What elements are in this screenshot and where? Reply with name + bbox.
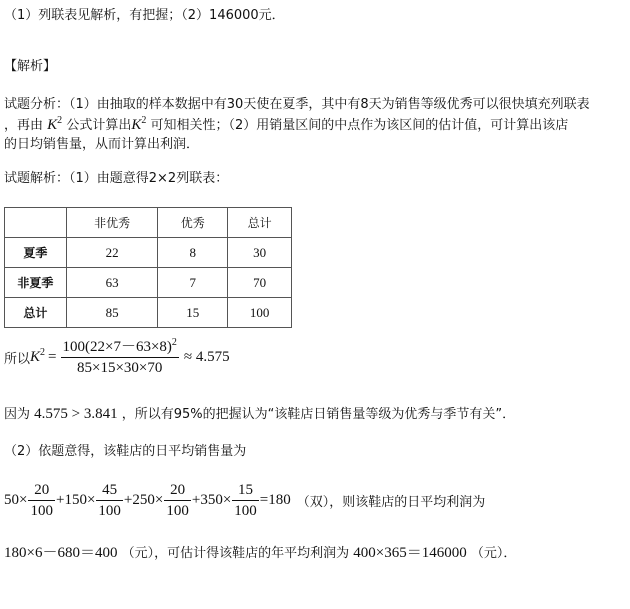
- avg-fraction: $\frac{20}{100}$: [166, 482, 189, 519]
- table-header-cell: 总计: [228, 208, 292, 238]
- k2-approx: ≈ 4.575: [183, 349, 230, 365]
- profit-mid: （元），可估计得该鞋店的年平均利润为: [121, 546, 350, 561]
- k-squared-symbol: $K^2$: [30, 347, 46, 365]
- avg-result: =180: [259, 492, 291, 508]
- part2-intro: （2）依题意得，该鞋店的日平均销售量为: [4, 444, 247, 459]
- analysis-line-2-post: 可知相关性；（2）用销量区间的中点作为该区间的估计值，可计算出该店: [150, 118, 569, 133]
- k2-fraction: [61, 338, 179, 377]
- table-cell: 30: [228, 238, 292, 268]
- plus-sign: +: [55, 492, 65, 508]
- table-cell: 7: [158, 268, 228, 298]
- table-cell: 100: [228, 298, 292, 328]
- table-row-label: 夏季: [5, 238, 67, 268]
- table-cell: 15: [158, 298, 228, 328]
- table-header-row: [5, 208, 292, 238]
- because-post: ，所以有95%的把握认为“该鞋店日销售量等级为优秀与季节有关”．: [121, 407, 516, 422]
- plus-sign: +: [191, 492, 201, 508]
- avg-fraction: $\frac{15}{100}$: [234, 482, 257, 519]
- jiexi-heading: 【解析】: [4, 59, 57, 74]
- analysis-line-1: 试题分析：（1）由抽取的样本数据中有30天使在夏季，其中有8天为销售等级优秀可以很快填充列联表: [4, 97, 590, 112]
- k2-numerator: 100(22×7－63×8): [62, 339, 172, 355]
- table-header-cell: [5, 208, 67, 238]
- table-cell: 70: [228, 268, 292, 298]
- analysis-line-2-mid: 公式计算出: [66, 118, 132, 133]
- k2-formula: [4, 338, 230, 377]
- answer-line: （1）列联表见解析，有把握；（2）146000元．: [4, 8, 285, 23]
- table-row-label: 总计: [5, 298, 67, 328]
- avg-term-coef: 150×: [64, 492, 96, 508]
- table-row-label: 非夏季: [5, 268, 67, 298]
- avg-formula: [4, 481, 485, 520]
- avg-term-coef: 350×: [200, 492, 232, 508]
- k-squared-symbol: $K^2$: [131, 115, 147, 133]
- avg-term-coef: 50×: [4, 492, 28, 508]
- solution-intro: 试题解析：（1）由题意得2×2列联表：: [4, 171, 229, 186]
- table-cell: 8: [158, 238, 228, 268]
- analysis-line-2: [4, 115, 568, 136]
- equals-sign: =: [48, 349, 57, 365]
- profit-expr: 180×6－680＝400: [4, 545, 118, 561]
- avg-fraction: $\frac{20}{100}$: [30, 482, 53, 519]
- because-expr: 4.575 > 3.841: [34, 406, 118, 422]
- avg-term-coef: 250×: [132, 492, 164, 508]
- table-header-cell: 优秀: [158, 208, 228, 238]
- table-header-cell: 非优秀: [66, 208, 158, 238]
- k-squared-symbol: $K^2$: [47, 115, 63, 133]
- table-cell: 22: [66, 238, 158, 268]
- because-pre: 因为: [4, 407, 31, 422]
- plus-sign: +: [123, 492, 133, 508]
- profit-expr-annual: 400×365＝146000: [353, 545, 467, 561]
- table-row: [5, 238, 292, 268]
- k2-prefix: 所以: [4, 352, 31, 367]
- avg-unit-text: （双），则该鞋店的日平均利润为: [296, 495, 486, 510]
- k2-denominator: 85×15×30×70: [77, 360, 163, 376]
- because-line: [4, 404, 515, 425]
- profit-line: [4, 543, 516, 564]
- analysis-line-3: 的日均销售量，从而计算出利润．: [4, 137, 200, 152]
- table-cell: 85: [66, 298, 158, 328]
- table-row: [5, 298, 292, 328]
- table-row: [5, 268, 292, 298]
- analysis-line-2-pre: ，再由: [4, 118, 44, 133]
- avg-fraction: $\frac{45}{100}$: [98, 482, 121, 519]
- contingency-table: [4, 207, 292, 328]
- table-cell: 63: [66, 268, 158, 298]
- profit-end: （元）．: [470, 546, 517, 561]
- k2-numerator-exponent: 2: [171, 337, 177, 348]
